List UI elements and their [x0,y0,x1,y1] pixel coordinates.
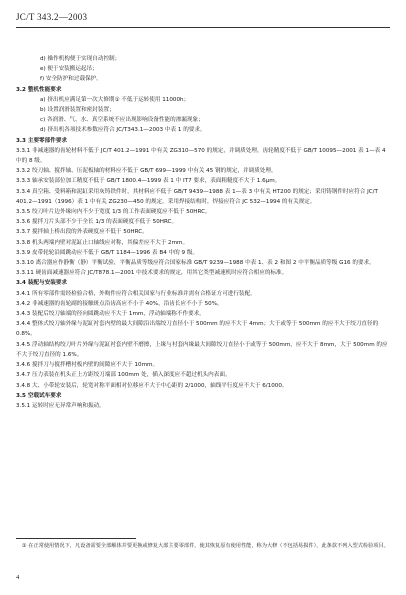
page-number: 4 [16,574,20,581]
clause-text: 3.4.5 浮动轴结构绞刀叶片外缘与泥缸衬套内壁不磨擦，上缘与衬套内缘最大间隙绞刀直径小于或等于 500mm，应不大于 8mm，大于 500mm 的应不大于绞刀直径的 1.6%。 [16,341,388,358]
standard-number: JC/T 343.2—2003 [16,12,88,22]
clause-text: 3.4.3 装配后绞刀轴端的径向圆跳动应不大于 1mm，浮动轴端称不作要求。 [16,311,205,318]
footnote-rule [16,538,136,539]
clause-text: 3.4.1 所有零部件需经检验合格，外购件应符合相关国家与行业标准并需有合格证方可进行装配。 [16,290,256,297]
clause-text: 3.3.4 真空箱、受料箱和泥缸采用灰铸铁件时，其材料应不低于 GB/T 9439—1988 表 1—表 3 中有关 HT200 的规定；采用铸钢件时应符合 JC/T 401.2—1991（1996）表 1 中有关 ZG230—450 的规定。采用焊接结构时，焊接应符合 JC 532—1994 的有关规定。 [16,188,378,205]
header-rule [16,27,390,28]
clause-text: e) 便于安装搬运起吊； [40,66,98,73]
clause-text: 3.3.6 搅拌刀片头部不少于全长 1/3 的表面硬度不低于 50HRC。 [16,219,178,226]
section-heading: 3.2 整机性能要求 [16,86,62,93]
clause-text: 3.4.7 压力表装在机头正上方距绞刀端部 100mm 处，插入深度应不超过机头内表面。 [16,372,231,379]
clause-text: 3.3.8 机头两端内壁对泥缸止口轴线应对称，其偏差应不大于 2mm。 [16,239,189,246]
clause-text: 3.4.2 非减速器的齿轮副的接触斑点沿齿高应不小于 40%，沿齿长应不小于 50%。 [16,300,223,307]
clause-text: 3.3.7 搅拌轴上桥出段的外表硬度应不低于 50HRC。 [16,229,148,236]
clause-text: 3.3.1 非减速器的齿轮材料不低于 JC/T 401.2—1991 中有关 ZG310—570 的规定，并调质处理，齿轮精度不低于 GB/T 10095—2001 表 1—表 4 中的 8 级。 [16,147,386,165]
clause-text: 3.4.8 大、小带轮安装后，轮宽对称平面相对位移应不大于中心距的 2/1000，轴线平行度应不大于 6/1000。 [16,382,288,389]
section-heading: 3.4 装配与安装要求 [16,280,68,287]
clause-text: 3.4.4 整体式绞刀轴外缘与泥缸衬套内壁的最大间隙沿出端绞刀直径小于 500mm 的应不大于 4mm；大于或等于 500mm 的应不大于绞刀直径的 0.8%。 [16,321,379,338]
section-heading: 3.5 空载试车要求 [16,392,62,399]
clause-text: d) 操作机构便于实现自动控制； [40,56,121,62]
clause-text: a) 挤出机应满足第一次大修期① 不低于运转使用 11000h； [40,96,190,103]
clause-text: 3.3.9 皮带轮轮沿圆跳动应不低于 GB/T 1184—1996 表 B4 中的 9 级。 [16,249,199,256]
clause-text: d) 挤出机各项技术参数应符合 JC/T343.1—2003 中表 1 的要求。 [40,127,206,134]
clause-text: c) 各润滑、气、水、真空系统不应出现影响设备性能的渗漏现象； [40,117,204,124]
clause-text: 3.4.6 搅拌刀与搅拌槽衬板内壁的间隙应不大于 10mm。 [16,362,159,369]
section-heading: 3.3 主要零部件要求 [16,137,68,144]
clause-text: 3.3.10 离合器应作静衡（静）平衡试验，平衡品质等级应符合国家标准 GB/T 9239—1988 中表 1、表 2 和图 2 中平衡品质等级 G16 的要求。 [16,260,375,267]
clause-text: 3.3.5 绞刀叶片边外缘向内不少于宽度 1/3 的工作表面硬度应不低于 50HRC。 [16,209,211,216]
document-body [16,54,390,411]
clause-text: f) 安全防护和过载保护。 [40,76,102,83]
clause-text: 3.3.2 绞刀轴、搅拌轴、压泥板轴的材料应不低于 GB/T 699—1999 中有关 45 钢的规定，并调质处理。 [16,168,277,175]
clause-text: 3.5.1 运转时应无异常声响和振动。 [16,402,105,409]
clause-text: b) 设置润滑装置和密封装置； [40,107,115,114]
clause-text: 3.3.11 硬齿面减速器应符合 JC/T878.1—2001 中技术要求的规定，用其它类型减速机时应符合相应的标准。 [16,270,288,277]
clause-text: 3.3.3 轴承安装部位加工精度不低于 GB/T 1800.4—1999 表 1 中 IT7 要求，表面粗糙度不大于 1.6μm。 [16,178,281,185]
footnote: ① 在正常使用情况下，凡设备需要全部解体并要更换或修复大部主要零部件，使其恢复原有使用性能，称为大修（不包括易损件），此条款不列入型式检验项目。 [22,543,389,549]
